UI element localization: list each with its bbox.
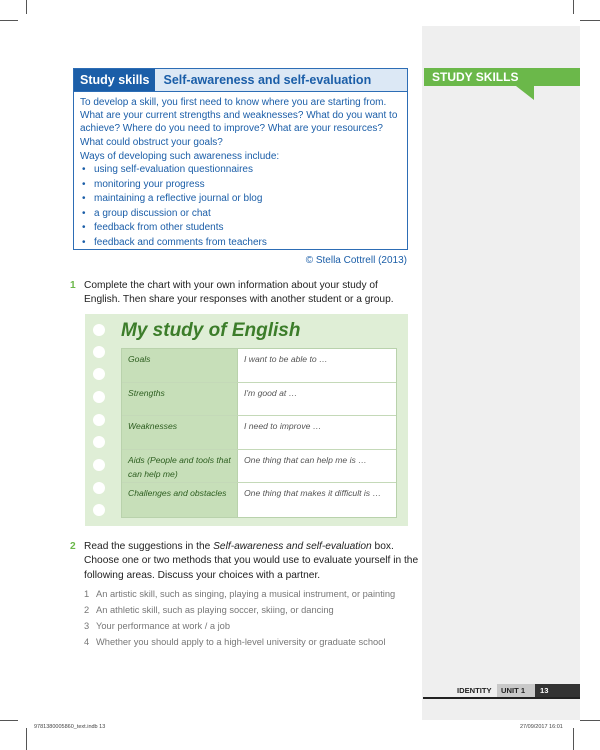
box-header	[74, 69, 407, 92]
table-row	[122, 383, 396, 417]
page-footer	[423, 684, 580, 699]
question-number: 1	[70, 280, 76, 291]
binder-hole	[93, 414, 105, 426]
bullet-icon: •	[82, 207, 86, 219]
list-item: 4 Whether you should apply to a high-level university or graduate school	[84, 637, 386, 647]
bullet-icon: •	[82, 222, 86, 234]
box-bullet-list	[80, 163, 401, 251]
question-2	[70, 540, 420, 583]
row-answer-field[interactable]: I need to improve …	[238, 416, 396, 449]
crop-mark	[26, 728, 27, 750]
bullet-icon: •	[82, 236, 86, 248]
row-answer-field[interactable]: I want to be able to …	[238, 349, 396, 382]
list-item: • using self-evaluation questionnaires	[80, 163, 401, 178]
binder-hole	[93, 346, 105, 358]
row-answer-field[interactable]: One thing that can help me is …	[238, 450, 396, 483]
table-row	[122, 416, 396, 450]
list-item: 2 An athletic skill, such as playing soccer, skiing, or dancing	[84, 605, 334, 615]
print-slug-file: 9781380005860_text.indb 13	[34, 724, 106, 730]
row-label: Weaknesses	[122, 416, 238, 449]
question-text: Read the suggestions in the Self-awareness and self-evaluation box. Choose one or two methods that you would use to evaluate yourself in the following areas. Discuss your choices with a partner.	[84, 541, 419, 581]
crop-mark	[573, 728, 574, 750]
row-label: Challenges and obstacles	[122, 483, 238, 517]
footer-unit: UNIT 1	[497, 684, 554, 697]
binder-hole	[93, 482, 105, 494]
row-label: Aids (People and tools that can help me)	[122, 450, 238, 483]
list-item: • monitoring your progress	[80, 178, 401, 193]
page-number: 13	[535, 684, 580, 697]
question-text: Complete the chart with your own information about your study of English. Then share your responses with another student or a group.	[84, 280, 394, 306]
box-ways-label: Ways of developing such awareness include:	[80, 150, 280, 162]
binder-hole	[93, 391, 105, 403]
box-reference: Self-awareness and self-evaluation	[213, 541, 372, 552]
list-item: • feedback and comments from teachers	[80, 236, 401, 251]
binder-hole	[93, 324, 105, 336]
bullet-icon: •	[82, 164, 86, 176]
study-chart-card	[85, 314, 408, 526]
crop-mark	[580, 20, 600, 21]
row-label: Strengths	[122, 383, 238, 416]
binder-hole	[93, 504, 105, 516]
study-skills-banner: STUDY SKILLS	[424, 68, 580, 86]
question-1	[70, 279, 412, 308]
list-item: 1 An artistic skill, such as singing, playing a musical instrument, or painting	[84, 589, 396, 599]
crop-mark	[26, 0, 27, 14]
box-credit: © Stella Cottrell (2013)	[305, 255, 407, 266]
box-tag: Study skills	[74, 69, 155, 91]
table-row	[122, 483, 396, 517]
list-item: • maintaining a reflective journal or blog	[80, 192, 401, 207]
table-row	[122, 349, 396, 383]
banner-flag	[516, 86, 534, 100]
box-intro: To develop a skill, you first need to know where you are starting from. What are your current strengths and weaknesses? What do you want to achieve? Where do you need to improve? What are your resources? What could obstruct your goals?	[80, 97, 398, 148]
binder-hole	[93, 368, 105, 380]
table-row	[122, 450, 396, 484]
footer-section: IDENTITY	[457, 686, 492, 695]
list-item: • a group discussion or chat	[80, 207, 401, 222]
bullet-icon: •	[82, 178, 86, 190]
print-slug-date: 27/09/2017 16:01	[520, 724, 563, 730]
row-answer-field[interactable]: I'm good at …	[238, 383, 396, 416]
list-item: • feedback from other students	[80, 221, 401, 236]
bullet-icon: •	[82, 193, 86, 205]
sidebar-panel	[422, 26, 580, 720]
crop-mark	[573, 0, 574, 14]
study-skills-box	[73, 68, 408, 250]
binder-hole	[93, 459, 105, 471]
binder-hole	[93, 436, 105, 448]
study-chart-table	[121, 348, 397, 518]
box-body	[74, 92, 407, 251]
crop-mark	[0, 20, 18, 21]
box-title: Self-awareness and self-evaluation	[155, 69, 407, 91]
row-label: Goals	[122, 349, 238, 382]
list-item: 3 Your performance at work / a job	[84, 621, 231, 631]
evaluation-areas-list	[84, 586, 395, 650]
chart-title: My study of English	[121, 320, 301, 341]
question-number: 2	[70, 541, 76, 552]
row-answer-field[interactable]: One thing that makes it difficult is …	[238, 483, 396, 517]
crop-mark	[0, 720, 18, 721]
crop-mark	[580, 720, 600, 721]
